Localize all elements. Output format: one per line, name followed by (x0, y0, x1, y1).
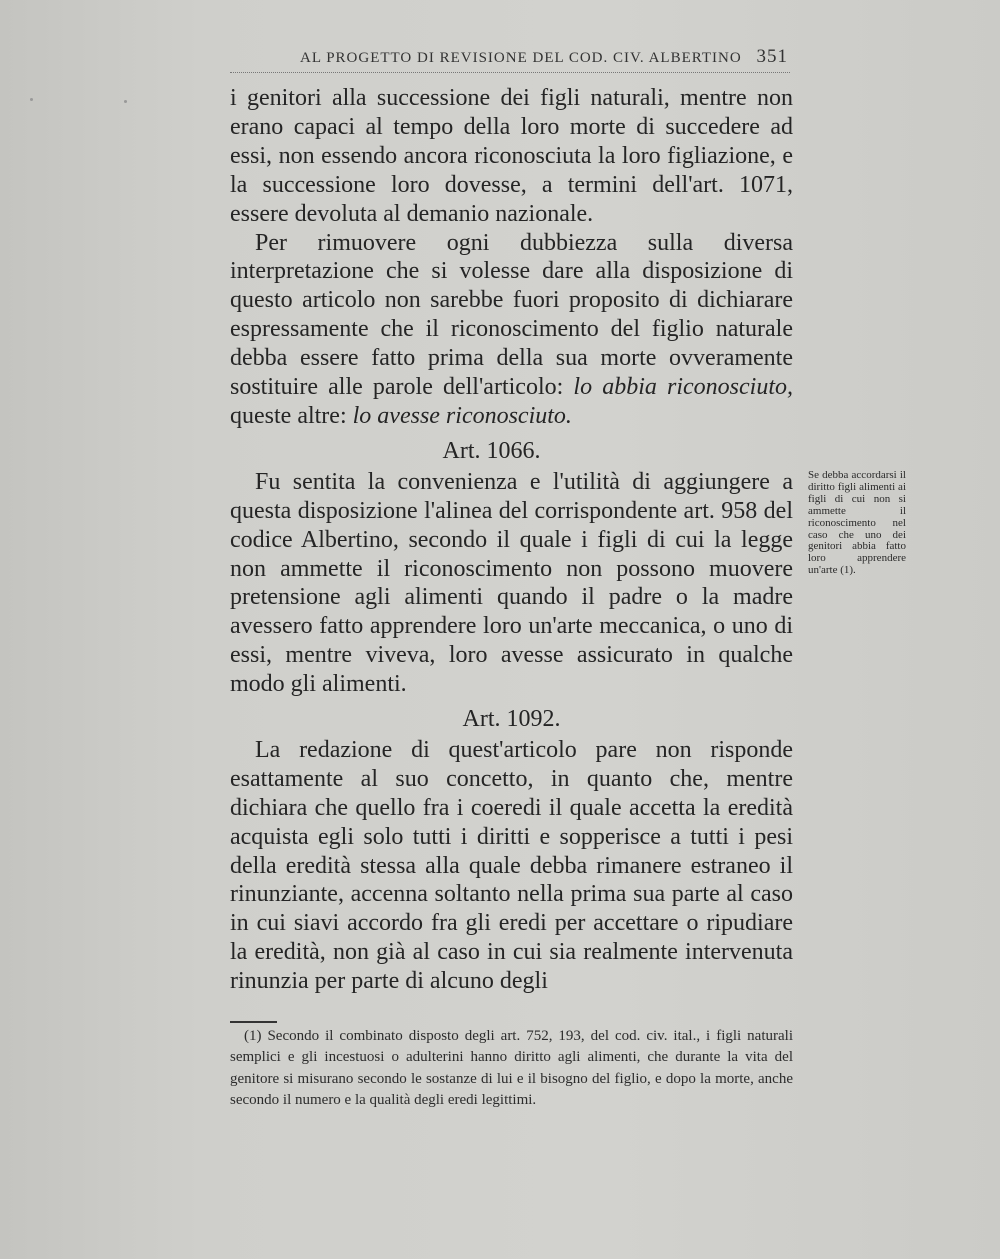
scan-speck (124, 100, 127, 103)
paragraph-rimuovere (230, 229, 793, 431)
footnote-rule (230, 1021, 277, 1023)
paragraph-rimuovere-mid: queste altre: (230, 402, 347, 429)
article-heading-1092: Art. 1092. (462, 706, 561, 733)
page-number: 351 (756, 46, 788, 67)
scan-speck (30, 98, 33, 101)
running-title: AL PROGETTO DI REVISIONE DEL COD. CIV. ALBERTINO (300, 50, 742, 66)
paragraph-continuation: i genitori alla successione dei figli naturali, mentre non erano capaci al tempo della loro morte di succedere ad essi, non essendo ancora riconosciuta la loro figliazione, e la successione loro dovesse, a termini dell'art. 1071, essere devoluta al demanio nazionale. (230, 85, 793, 227)
article-heading-1066: Art. 1066. (442, 437, 541, 464)
margin-note: Se debba accordarsi il diritto figli alimenti ai figli di cui non si ammette il riconoscimento nel caso che uno dei genitori abbia fatto loro apprendere un'arte (1). (808, 469, 906, 577)
running-header (230, 46, 790, 70)
footnote (230, 1026, 793, 1112)
paragraph-art-1066: Fu sentita la convenienza e l'utilità di aggiungere a questa disposizione l'alinea del corrispondente art. 958 del codice Albertino, secondo il quale i figli di cui la legge non ammette il riconoscimento non possono muovere pretensione agli alimenti quando il padre o la madre avessero fatto apprendere loro un'arte meccanica, o uno di essi, mentre viveva, loro avesse assicurato in qualche modo gli alimenti. (230, 468, 793, 698)
paragraph-rimuovere-main: Per rimuovere ogni dubbiezza sulla diversa interpretazione che si volesse dare alla disposizione di questo articolo non sarebbe fuori proposito di dichiarare espressamente che il riconoscimento del figlio naturale debba essere fatto prima della sua morte ovveramente sostituire alle parole dell'articolo: (230, 229, 793, 401)
footnote-text: (1) Secondo il combinato disposto degli art. 752, 193, del cod. civ. ital., i figli naturali semplici e gli incestuosi o adulterini hanno diritto agli alimenti, che durante la vita del genitore si misurano secondo le sostanze di lui e il bisogno del figlio, e dopo la morte, anche secondo il numero e la qualità degli eredi legittimi. (230, 1028, 793, 1109)
quote-replacement: lo avesse riconosciuto. (352, 402, 572, 429)
header-rule (230, 72, 790, 73)
main-text (230, 84, 793, 996)
paragraph-art-1092: La redazione di quest'articolo pare non risponde esattamente al suo concetto, in quanto che, mentre dichiara che quello fra i coeredi il quale accetta la eredità acquista egli solo tutti i diritti e sopperisce a tutti i pesi della eredità stessa alla quale debba rimanere estraneo il rinunziante, accenna soltanto nella prima sua parte al caso in cui siavi accordo fra gli eredi per accettare o ripudiare la eredità, non già al caso in cui sia realmente intervenuta rinunzia per parte di alcuno degli (230, 736, 793, 995)
quote-original: lo abbia riconosciuto, (573, 374, 794, 401)
